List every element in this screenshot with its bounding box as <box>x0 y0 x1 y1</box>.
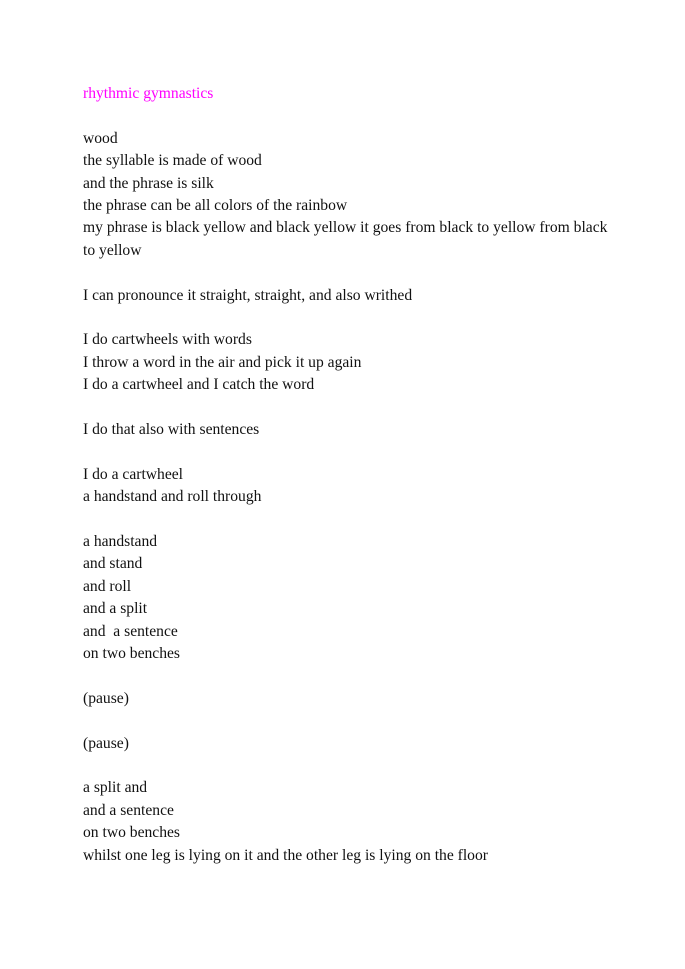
poem-line: the syllable is made of wood <box>83 152 262 170</box>
poem-line: I do cartwheels with words <box>83 331 252 349</box>
poem-line: and a split <box>83 600 148 618</box>
poem-line: and roll <box>83 577 132 595</box>
poem-line: a handstand <box>83 533 158 551</box>
poem-title: rhythmic gymnastics <box>83 85 214 102</box>
poem-line: I do a cartwheel and I catch the word <box>83 376 315 394</box>
poem-line: (pause) <box>83 689 129 707</box>
stanza <box>83 419 623 441</box>
poem-line: I do that also with sentences <box>83 421 260 439</box>
stanza <box>83 531 623 665</box>
stanza <box>83 128 623 262</box>
stanza <box>83 688 623 710</box>
poem <box>83 83 623 867</box>
poem-line: and the phrase is silk <box>83 174 214 192</box>
poem-line: my phrase is black yellow and black yellow it goes from black to yellow from black to yellow <box>83 219 612 259</box>
poem-line: and a sentence <box>83 622 178 640</box>
stanza <box>83 777 623 867</box>
stanza <box>83 733 623 755</box>
poem-line: the phrase can be all colors of the rainbow <box>83 197 348 215</box>
poem-line: I throw a word in the air and pick it up again <box>83 353 362 371</box>
poem-line: (pause) <box>83 734 129 752</box>
poem-line: wood <box>83 129 118 147</box>
poem-line: and a sentence <box>83 801 174 819</box>
stanza <box>83 285 623 307</box>
poem-line: on two benches <box>83 824 181 842</box>
poem-line: on two benches <box>83 645 181 663</box>
poem-line: a split and <box>83 779 148 797</box>
poem-line: a handstand and roll through <box>83 488 262 506</box>
poem-line: and stand <box>83 555 143 573</box>
stanza <box>83 329 623 396</box>
poem-line: I can pronounce it straight, straight, and also writhed <box>83 286 413 304</box>
stanza <box>83 464 623 509</box>
poem-line: I do a cartwheel <box>83 465 184 483</box>
poem-line: whilst one leg is lying on it and the other leg is lying on the floor <box>83 846 488 864</box>
